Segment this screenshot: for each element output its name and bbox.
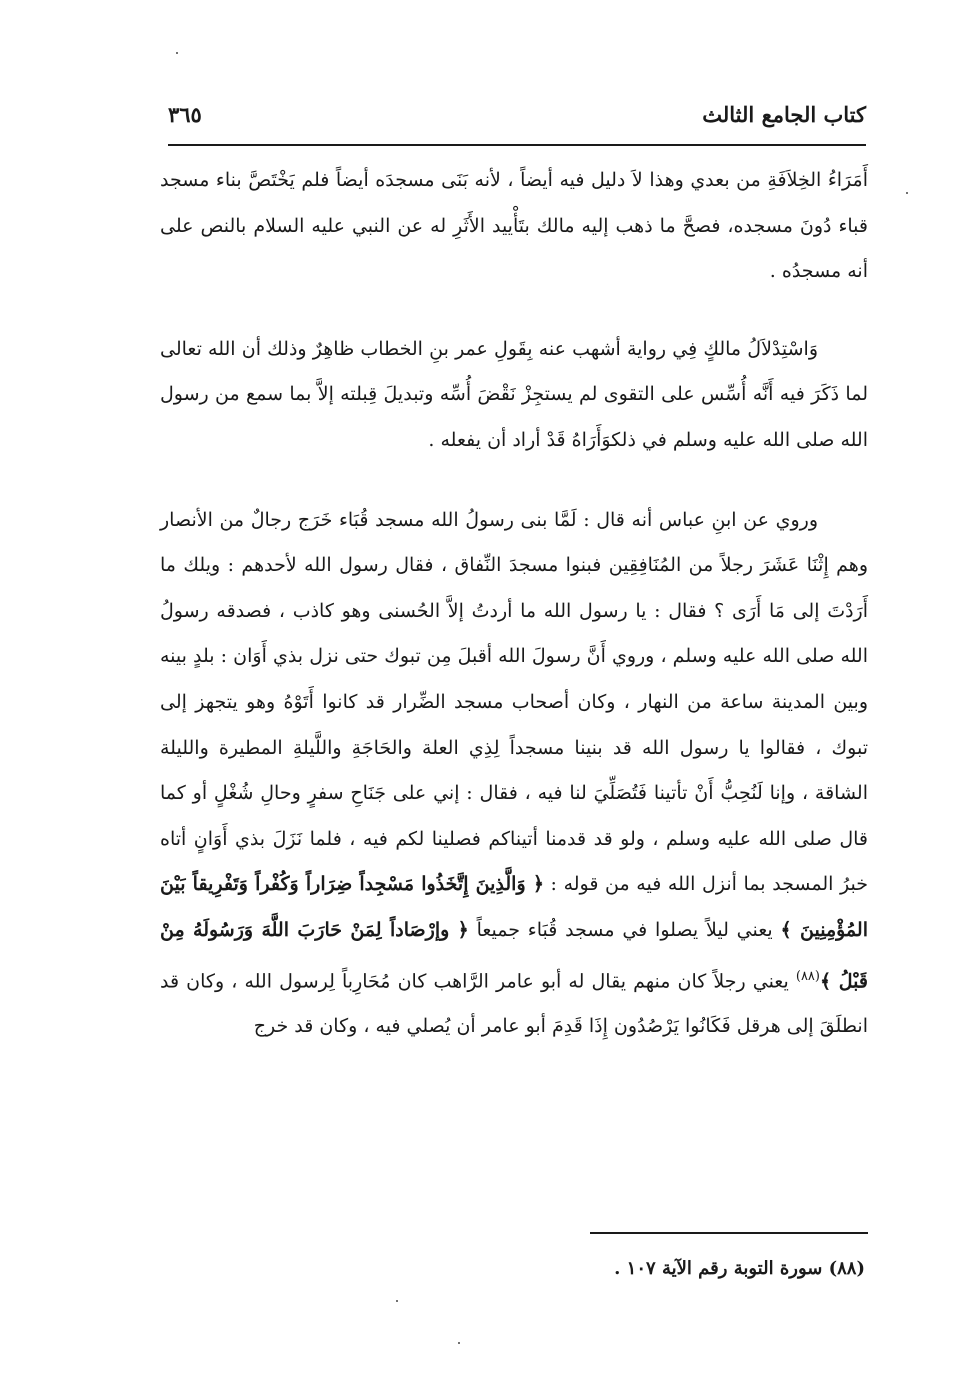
- paragraph-3: [160, 498, 868, 1050]
- scan-speck: [458, 1342, 460, 1344]
- paragraph-3-text-b: يعني ليلاً يصلوا في مسجد قُبَاء جميعاً: [468, 918, 781, 941]
- paragraph-gap: [160, 295, 868, 327]
- paragraph-gap: [160, 464, 868, 498]
- body-text: [160, 158, 868, 1050]
- footnote-divider: [590, 1232, 868, 1234]
- quran-verse-2: ﴿ وإرْصَاداً لِمَنْ حَارَبَ اللَّهَ وَرَسُولَهُ مِنْ قَبْلُ ﴾: [160, 918, 868, 992]
- scan-speck: [176, 52, 178, 54]
- footnote: (٨٨) سورة التوبة رقم الآية ١٠٧ .: [614, 1258, 865, 1279]
- page-number: ٣٦٥: [168, 102, 202, 127]
- paragraph-2: وَاسْتِدْلاَلُ مالكٍ فِي رواية أشهب عنه بِقَولِ عمر بنِ الخطاب ظاهِرٌ وذلك أن الله تعالى لما ذَكَرَ فيه أَنَّه أُسِّس على التقوى لم يستجِزْ نَقْضَ أُسِّه وتبديلَ قِبلته إلاَّ بما سمع من رسول الله صلى الله عليه وسلم في ذلكوَأَرَاهُ قَدْ أراد أن يفعله .: [160, 337, 868, 451]
- running-title: كتاب الجامع الثالث: [702, 102, 866, 127]
- paragraph-3-text-a: وروي عن ابنِ عباس أنه قال : لَمَّا بنى رسولُ الله مسجد قُبَاء خَرَج رجالٌ من الأنصار وهم إِثْنَا عَشَرَ رجلاً من المُنَافِقِين فبنوا مسجدَ النِّفاق ، فقال رسول الله لأحدهم : ويلك ما أَرَدْتَ إلى مَا أَرَى ؟ فقال : يا رسول الله ما أردتُ إلاَّ الحُسنى وهو كاذب ، فصدقه رسولُ الله صلى الله عليه وسلم ، وروي أَنَّ رسولَ الله أقبلَ مِن تبوك حتى نزل بذي أَوَان : بلدٍ بينه وبين المدينة ساعة من النهار ، وكان أصحاب مسجد الضِّرار قد كانوا أَتَوْهُ وهو يتجهز إلى تبوك ، فقالوا يا رسول الله قد بنينا مسجداً لِذِي العلة والحَاجَةِ واللَّيلةِ المطيرة والليلة الشاقة ، وإنا لَنُحِبُّ أَنْ تأتينا فَتُصَلِّيَ لنا فيه ، فقال : إني على جَنَاحِ سفرٍ وحالِ شُغْلٍ أو كما قال صلى الله عليه وسلم ، ولو قد قدمنا أتيناكم فصلينا لكم فيه ، فلما نَزَلَ بذي أَوَانٍ أتاه خبرُ المسجد بما أنزل الله فيه من قوله :: [160, 508, 868, 896]
- scan-speck: [906, 192, 908, 194]
- quran-verse-1: ﴿ وَالَّذِينَ إِتَّخَذُوا مَسْجِداً ضِرَاراً وَكُفْراً وَتَفْرِيقاً بَيْنَ المُؤْمِنِينَ ﴾: [160, 873, 868, 941]
- footnote-reference: (٨٨): [795, 968, 820, 984]
- scan-speck: [396, 1300, 398, 1302]
- running-header: [168, 98, 866, 146]
- paragraph-1: أَمَرَاءُ الخِلاَفَةِ من بعدي وهذا لاَ دليل فيه أيضاً ، لأنه بَنَى مسجدَه أيضاً فلم يَخْتَصَّ بناء مسجد قباء دُونَ مسجده، فصحَّ ما ذهب إليه مالك بتَأْييد الأَثَرِ له عن النبي عليه السلام بالنص على أنه مسجدُه .: [160, 169, 868, 283]
- paragraph-3-text-c: يعني رجلاً كان منهم يقال له أبو عامر الرَّاهب كان مُحَارِباً لِرسول الله ، وكان قد انطلَقَ إلى هرقل فَكَانُوا يَرْصُدُون إِذَا قَدِمَ أبو عامر أن يُصلي فيه ، وكان قد خرج: [160, 969, 868, 1038]
